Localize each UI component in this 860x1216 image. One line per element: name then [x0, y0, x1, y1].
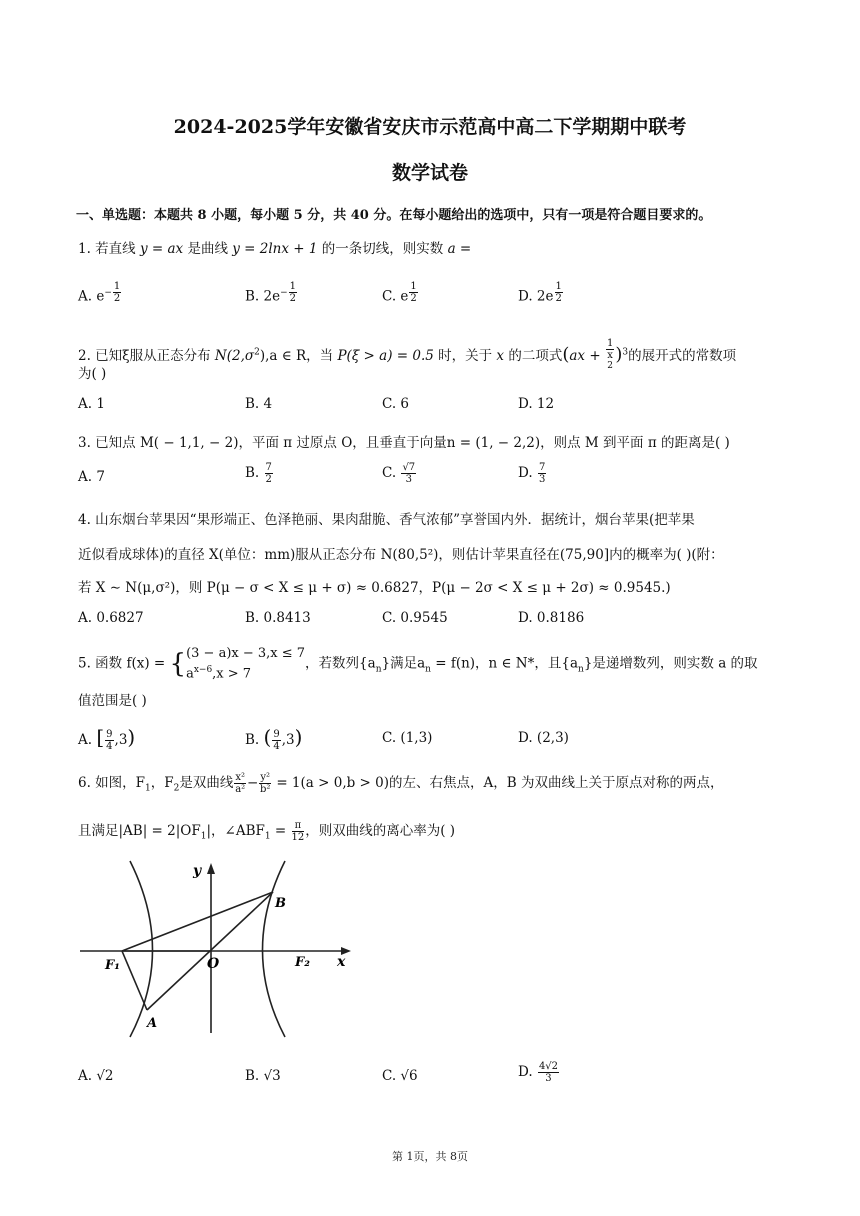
question-4-line3: 若 X ∼ N(μ,σ²)，则 P(μ − σ < X ≤ μ + σ) ≈ 0.6827，P(μ − 2σ < X ≤ μ + 2σ) ≈ 0.9545.)	[78, 580, 671, 596]
q1-option-a: A. $e^{- \frac{1}{2}}$	[78, 281, 121, 305]
section-heading: 一、单选题：本题共 8 小题，每小题 5 分，共 40 分。在每小题给出的选项中，只有一项是符合题目要求的。	[76, 208, 712, 223]
y-axis-arrow	[207, 863, 215, 874]
q5-option-b: B. ( $\frac{9}{4}$ ,3)	[245, 725, 303, 752]
q3-option-c: C. $\frac{√7}{3}$	[382, 462, 416, 485]
left-branch	[130, 861, 153, 1037]
q2-option-c: C. 6	[382, 396, 410, 412]
q6-option-c: C. √6	[382, 1068, 418, 1084]
label-O: O	[207, 956, 220, 972]
question-4-line2: 近似看成球体)的直径 X(单位：mm)服从正态分布 N(80,5²)，则估计苹果直径在(75,90]内的概率为( )(附：	[78, 547, 724, 563]
q2-option-a: A. 1	[78, 396, 105, 412]
segment-F1-A	[122, 951, 147, 1010]
q4-option-b: B. 0.8413	[245, 610, 311, 626]
q1-option-b: B. $2e^{- \frac{1}{2}}$	[245, 281, 297, 305]
q6-option-b: B. √3	[245, 1068, 281, 1084]
q1-option-c: C. e $^{\frac{1}{2}}$	[382, 281, 417, 305]
label-F1: F₁	[105, 958, 120, 973]
right-branch	[263, 861, 286, 1037]
label-B: B	[275, 896, 286, 911]
q6-option-a: A. √2	[78, 1068, 114, 1084]
label-y: y	[193, 863, 202, 879]
q1-option-d: D. 2e $^{\frac{1}{2}}$	[518, 281, 562, 305]
q4-option-d: D. 0.8186	[518, 610, 585, 626]
q3-option-d: D. $\frac{7}{3}$	[518, 462, 546, 485]
hyperbola-figure	[75, 855, 365, 1040]
q4-option-c: C. 0.9545	[382, 610, 448, 626]
question-2-line1: 2. 已知ξ服从正态分布 $N(2,\sigma^2),a$ ∈ R，当 P(ξ > a) = 0.5 时，关于 x 的二项式(ax + 1 x $^2$ )$^3$的展开式的常数项	[78, 338, 737, 371]
q2-option-b: B. 4	[245, 396, 273, 412]
q3-option-a: A. 7	[78, 469, 105, 485]
question-2-line2: 为( )	[78, 366, 107, 382]
question-6-line2: 且满足$|AB| = 2|OF_1|$，$\angle ABF_1$ = $\frac{\pi}{12}$ ，则双曲线的离心率为( )	[78, 820, 456, 843]
q5-option-c: C. (1,3)	[382, 730, 433, 746]
question-5-line1: 5. 函数 f(x) = { (3 − a)x − 3,x ≤ 7 $a^{x-6},x > 7$ ，若数列$\{a_n\}$满足$a_n = f(n)$，n ∈ N*，且$\{a_n\}$是递增数列，则实数 a 的取	[78, 646, 758, 682]
label-x: x	[337, 954, 346, 970]
question-5-line2: 值范围是( )	[78, 693, 147, 709]
question-1-stem: 1. 若直线 y = ax 是曲线 y = 2lnx + 1 的一条切线，则实数 a =	[78, 241, 472, 257]
label-F2: F₂	[295, 955, 310, 970]
q2-option-d: D. 12	[518, 396, 555, 412]
q3-option-b: B. $\frac{7}{2}$	[245, 462, 272, 485]
segment-F1-B	[122, 892, 273, 951]
q5-option-a: A. [ $\frac{9}{4}$ ,3)	[78, 725, 136, 752]
page-footer: 第 1页，共 8页	[392, 1150, 468, 1163]
label-A: A	[147, 1016, 158, 1031]
q6-option-d: D. $\frac{4√2}{3}$	[518, 1061, 559, 1084]
exam-subtitle: 数学试卷	[391, 162, 468, 184]
exam-title: 2024-2025学年安徽省安庆市示范高中高二下学期期中联考	[173, 116, 687, 138]
question-4-line1: 4. 山东烟台苹果因“果形端正、色泽艳丽、果肉甜脆、香气浓郁”享誉国内外．据统计，烟台苹果(把苹果	[78, 512, 695, 528]
question-3-stem: 3. 已知点 M( − 1,1, − 2)，平面 π 过原点 O，且垂直于向量n = (1, − 2,2)，则点 M 到平面 π 的距离是( )	[78, 435, 730, 451]
q5-option-d: D. (2,3)	[518, 730, 569, 746]
q4-option-a: A. 0.6827	[78, 610, 144, 626]
question-6-line1: 6. 如图，$F_1$，$F_2$是双曲线 $\frac{\text{x²}}{\text{a²}}$ − $\frac{\text{y²}}{\text{b²}}$ = 1(a > 0,b > 0)的左、右焦点，A，B 为双曲线上关于原点对称的两点，	[78, 772, 724, 795]
